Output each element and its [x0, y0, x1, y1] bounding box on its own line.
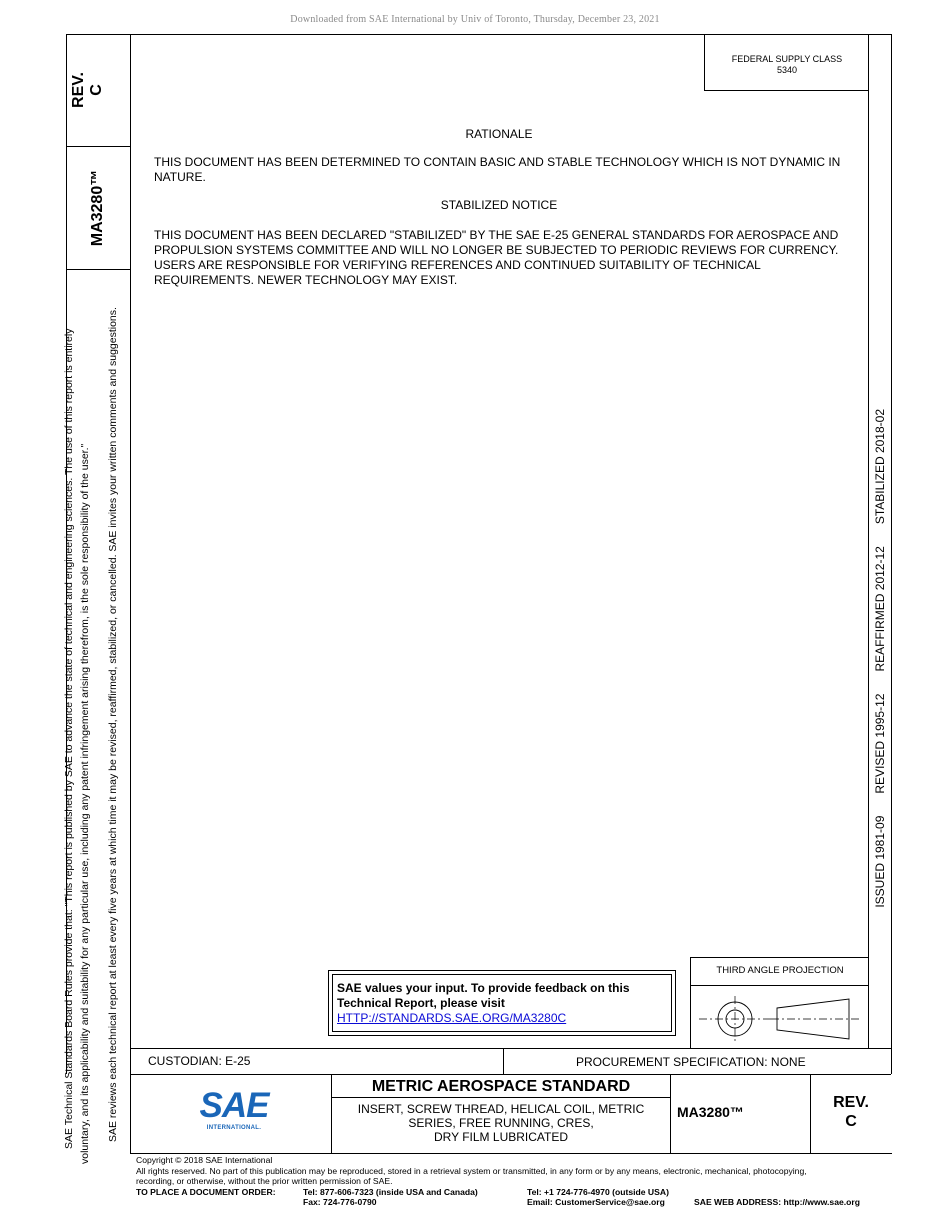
rev-value: C	[88, 84, 105, 96]
footer	[136, 1155, 896, 1187]
issued-date: ISSUED 1981-09	[873, 815, 887, 908]
side-note-line2: voluntary, and its applicability and suitability for any particular use, including any patent infringement arising therefrom, is the sole responsibility of the user."	[79, 443, 91, 1164]
title-underline	[331, 1097, 670, 1098]
frame-right-border	[891, 34, 892, 1074]
sae-logo-mark: SAE	[199, 1086, 269, 1125]
doc-number-vertical: MA3280™	[89, 169, 106, 247]
standard-title: METRIC AEROSPACE STANDARD	[371, 1078, 631, 1095]
standard-description	[332, 1102, 670, 1144]
title-rev	[811, 1093, 891, 1131]
feedback-link[interactable]: HTTP://STANDARDS.SAE.ORG/MA3280C	[337, 1011, 567, 1025]
federal-supply-box	[704, 34, 869, 91]
docnum-box-bottom	[66, 269, 130, 270]
frame-bottom-border	[130, 1153, 892, 1154]
revised-date: REVISED 1995-12	[873, 693, 887, 794]
custodian-row-top	[130, 1048, 891, 1049]
federal-supply-label: FEDERAL SUPPLY CLASS	[731, 54, 843, 64]
projection-box	[690, 957, 869, 1049]
order-fax: Fax: 724-776-0790	[303, 1197, 377, 1207]
custodian-row-bottom	[130, 1074, 891, 1075]
custodian-text: CUSTODIAN: E-25	[148, 1054, 251, 1068]
copyright: Copyright © 2018 SAE International	[136, 1155, 273, 1165]
left-column-divider	[130, 34, 131, 1154]
reaffirmed-date: REAFFIRMED 2012-12	[873, 546, 887, 672]
rights-line1: All rights reserved. No part of this publication may be reproduced, stored in a retrieval system or transmitted, in any form or by any means, electronic, mechanical, photocopying,	[136, 1165, 807, 1176]
rev-box	[70, 60, 126, 120]
feedback-line2: Technical Report, please visit	[337, 996, 505, 1010]
stabilized-date: STABILIZED 2018-02	[873, 409, 887, 525]
federal-supply-value: 5340	[776, 65, 798, 75]
feedback-box	[328, 970, 676, 1036]
procurement-text: PROCUREMENT SPECIFICATION: NONE	[576, 1055, 806, 1069]
title-rev-value: C	[845, 1113, 857, 1130]
sae-logo	[198, 1088, 270, 1138]
sae-logo-sub: INTERNATIONAL.	[206, 1125, 262, 1131]
title-doc-number: MA3280™	[677, 1104, 744, 1120]
description-line3: DRY FILM LUBRICATED	[433, 1130, 569, 1144]
side-note-line3: SAE reviews each technical report at least every five years at which time it may be revised, reaffirmed, stabilized, or cancelled. SAE invites your written comments and suggestions.	[107, 307, 119, 1142]
stabilized-text: THIS DOCUMENT HAS BEEN DECLARED "STABILIZED" BY THE SAE E-25 GENERAL STANDARDS FOR AEROSPACE AND PROPULSION SYSTEMS COMMITTEE AND WILL NO LONGER BE SUBJECTED TO PERIODIC REVIEWS FOR CURRENCY. USERS ARE RESPONSIBLE FOR VERIFYING REFERENCES AND CONTINUED SUITABILITY OF TECHNICAL REQUIREMENTS. NEWER TECHNOLOGY MAY EXIST.	[154, 228, 839, 287]
order-phone-outside: Tel: +1 724-776-4970 (outside USA)	[527, 1187, 669, 1197]
web-address: SAE WEB ADDRESS: http://www.sae.org	[694, 1197, 860, 1207]
dates-strip	[872, 289, 888, 1189]
feedback-line1: SAE values your input. To provide feedback on this	[337, 981, 630, 995]
order-label: TO PLACE A DOCUMENT ORDER:	[136, 1187, 276, 1197]
rationale-heading: RATIONALE	[465, 127, 533, 141]
projection-symbol-icon	[691, 986, 869, 1048]
description-line2: SERIES, FREE RUNNING, CRES,	[408, 1116, 594, 1130]
custodian-divider	[503, 1048, 504, 1074]
rationale-text: THIS DOCUMENT HAS BEEN DETERMINED TO CONTAIN BASIC AND STABLE TECHNOLOGY WHICH IS NOT DYNAMIC IN NATURE.	[154, 155, 841, 184]
download-notice: Downloaded from SAE International by Univ of Toronto, Thursday, December 23, 2021	[290, 14, 660, 25]
rev-box-bottom	[66, 146, 130, 147]
rights-line2: recording, or otherwise, without the prior written permission of SAE.	[136, 1176, 393, 1187]
order-email: Email: CustomerService@sae.org	[527, 1197, 665, 1207]
rev-label: REV.	[70, 72, 87, 108]
date-strip-divider	[868, 34, 869, 1048]
side-note-line1: SAE Technical Standards Board Rules provide that: "This report is published by SAE to advance the state of technical and engineering sciences. The use of this report is entirely	[63, 328, 75, 1149]
description-line1: INSERT, SCREW THREAD, HELICAL COIL, METRIC	[357, 1102, 645, 1116]
projection-label: THIRD ANGLE PROJECTION	[716, 965, 844, 976]
title-block-divider-2	[670, 1074, 671, 1154]
title-rev-label: REV.	[833, 1094, 869, 1111]
stabilized-heading: STABILIZED NOTICE	[440, 198, 558, 212]
order-phone-usa: Tel: 877-606-7323 (inside USA and Canada)	[303, 1187, 478, 1197]
